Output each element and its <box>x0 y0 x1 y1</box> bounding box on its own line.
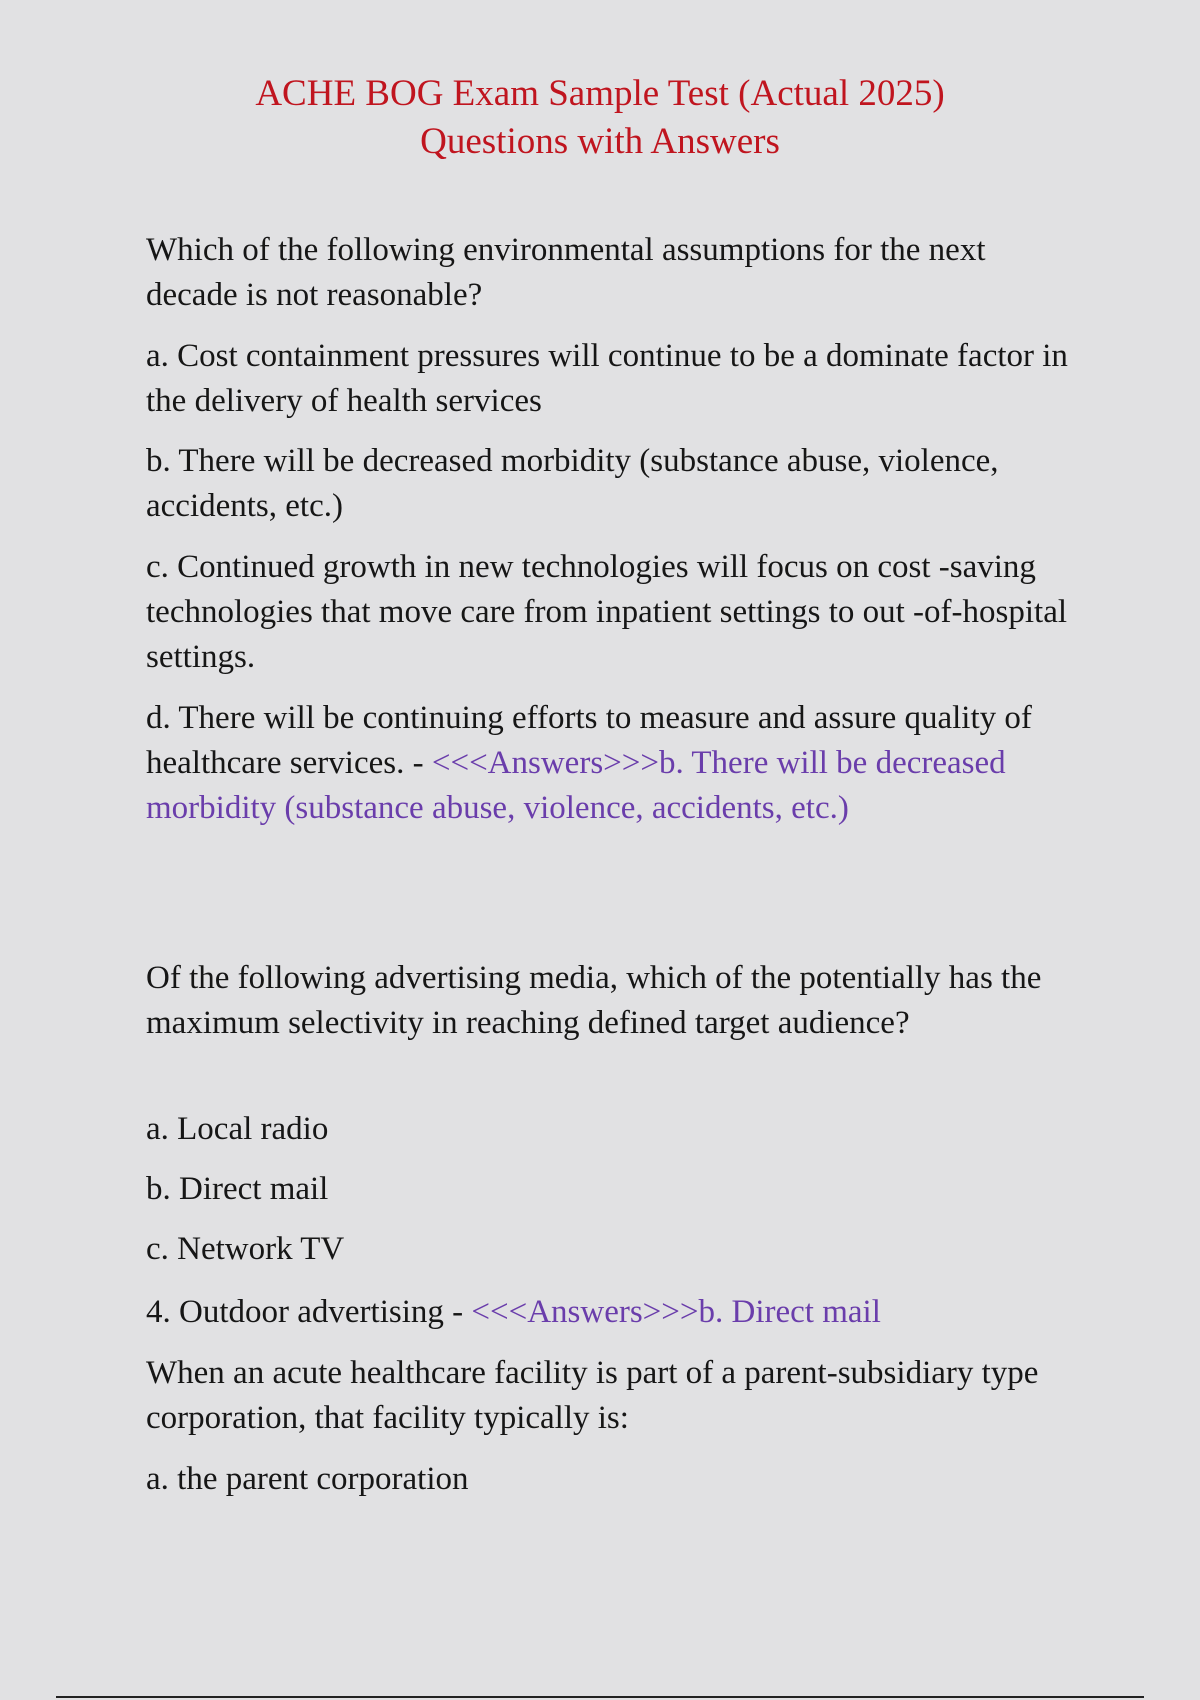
question-text: When an acute healthcare facility is part of a parent-subsidiary type corporation, that facility typically is: <box>146 1355 1039 1436</box>
question-text: Which of the following environmental assumptions for the next decade is not reasonable? <box>146 232 986 313</box>
answer-text: <<<Answers>>>b. There will be decreased morbidity (substance abuse, violence, accidents, etc.) <box>146 745 1006 826</box>
question-text: Of the following advertising media, which of the potentially has the maximum selectivity in reaching defined target audience? <box>146 960 1042 1041</box>
option-text: d. There will be continuing efforts to measure and assure quality of healthcare services. - <box>146 700 1032 781</box>
question-1-text <box>146 228 1076 318</box>
option-with-answer <box>146 696 1076 831</box>
question-1-option-b <box>146 439 1076 529</box>
question-3-option-a <box>146 1457 1076 1502</box>
title-line-2: Questions with Answers <box>420 121 780 162</box>
option-with-answer <box>146 1290 1076 1335</box>
option-text: a. Cost containment pressures will continue to be a dominate factor in the delivery of health services <box>146 338 1068 419</box>
question-1-option-d <box>146 696 1076 831</box>
option-text: c. Network TV <box>146 1231 345 1267</box>
title-line-1: ACHE BOG Exam Sample Test (Actual 2025) <box>255 73 945 114</box>
option-text: a. the parent corporation <box>146 1461 469 1497</box>
question-1-option-c <box>146 545 1076 680</box>
document-title <box>0 70 1200 166</box>
option-text: b. Direct mail <box>146 1171 329 1207</box>
option-text: a. Local radio <box>146 1111 329 1147</box>
question-3-text <box>146 1351 1076 1441</box>
footer-divider <box>56 1696 1144 1698</box>
question-2-option-d <box>146 1290 1076 1335</box>
option-text: b. There will be decreased morbidity (substance abuse, violence, accidents, etc.) <box>146 443 999 524</box>
option-text: 4. Outdoor advertising - <box>146 1294 472 1330</box>
question-2-option-b <box>146 1167 1076 1212</box>
question-2-option-c <box>146 1227 1076 1272</box>
question-2-text <box>146 956 1076 1046</box>
question-1-option-a <box>146 334 1076 424</box>
option-text: c. Continued growth in new technologies will focus on cost -saving technologies that move care from inpatient settings to out -of-hospital settings. <box>146 549 1068 675</box>
question-2-option-a <box>146 1107 1076 1152</box>
answer-text: <<<Answers>>>b. Direct mail <box>471 1294 881 1330</box>
